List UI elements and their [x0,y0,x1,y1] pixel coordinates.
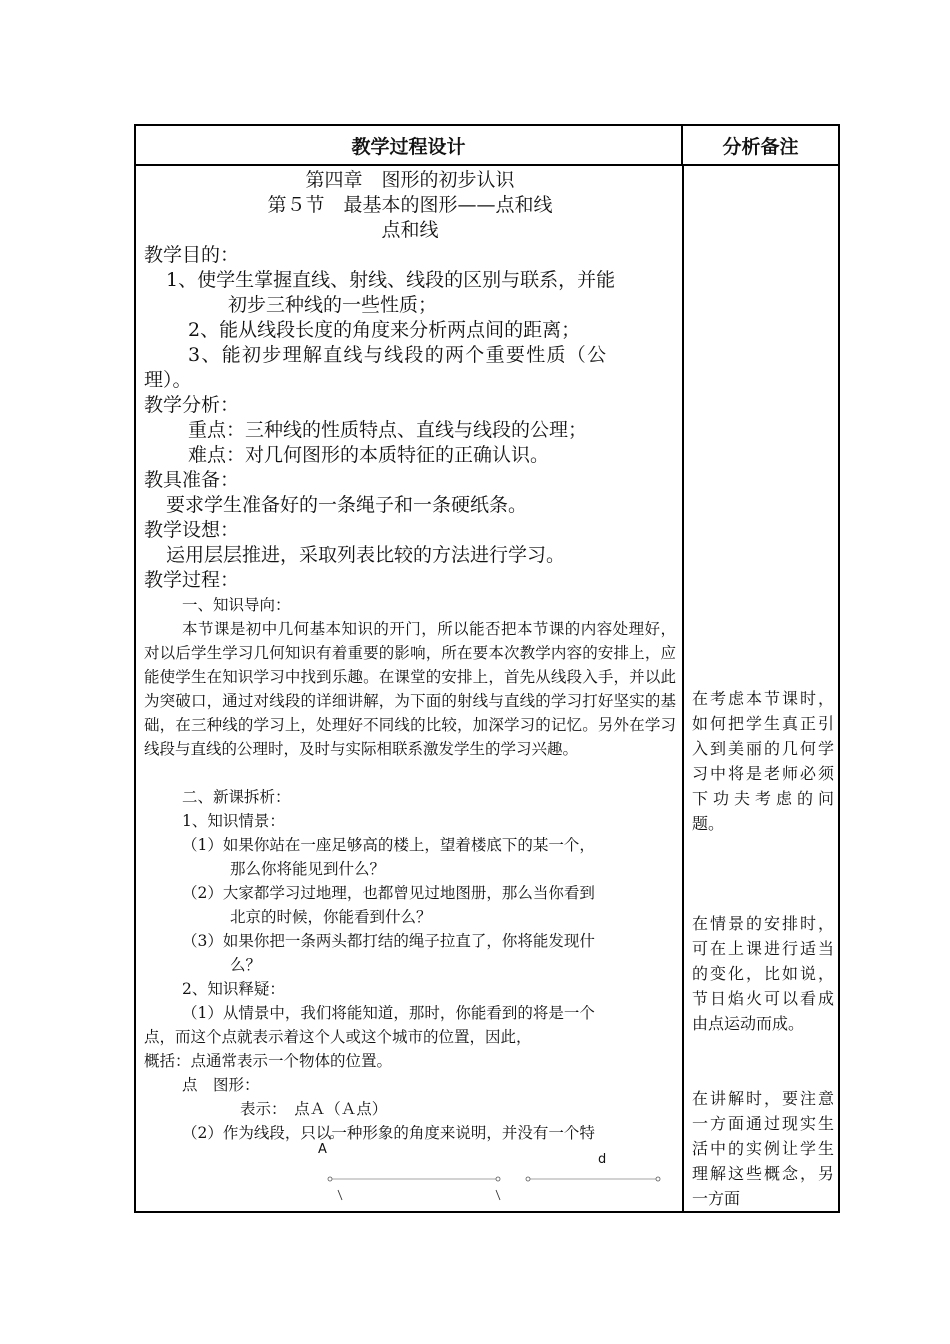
explain-1-summary: 概括：点通常表示一个物体的位置。 [144,1052,393,1070]
tools-text: 要求学生准备好的一条绳子和一条硬纸条。 [166,494,528,516]
header-analysis-notes: 分析备注 [683,126,838,166]
key-point: 重点：三种线的性质特点、直线与线段的公理； [188,419,588,441]
question-3: （3）如果你把一条两头都打结的绳子拉直了，你将能发现什 [182,932,595,950]
explain-1-cont: 点，而这个点就表示着这个人或这个城市的位置，因此， [144,1028,532,1046]
header-teaching-process: 教学过程设计 [136,126,683,166]
scene-heading: 1、知识情景： [182,812,285,830]
explain-heading: 2、知识释疑： [182,980,285,998]
column-divider [682,166,684,1211]
point-representation: 表示： 点Ａ（Ａ点） [240,1100,388,1118]
question-2-cont: 北京的时候，你能看到什么？ [230,908,432,926]
objective-1-cont: 初步三种线的一些性质； [228,294,438,316]
objective-3: 3、能初步理解直线与线段的两个重要性质（公 [188,344,608,366]
figure-label-d: d [598,1152,607,1167]
section-2-heading: 二、新课拆析： [182,788,291,806]
note-3: 在讲解时，要注意一方面通过现实生活中的实例让学生理解这些概念，另一方面 [692,1089,834,1208]
section-1-paragraph: 本节课是初中几何基本知识的开门，所以能否把本节课的内容处理好，对以后学生学习几何知识有着重要的影响，所在要本次教学内容的安排上，应能使学生在知识学习中找到乐趣。在课堂的安排上，首先从线段入手，并以此为突破口，通过对线段的详细讲解，为下面的射线与直线的学习打好坚实的基础，在三种线的学习上，处理好不同线的比较，加深学习的记忆。另外在学习线段与直线的公理时，及时与实际相联系激发学生的学习兴趣。 [144,620,676,758]
question-2: （2）大家都学习过地理，也都曾见过地图册，那么当你看到 [182,884,595,902]
segment-end-dot [496,1177,500,1181]
line-figure [316,1134,666,1204]
objective-2: 2、能从线段长度的角度来分析两点间的距离； [188,319,581,341]
tools-heading: 教具准备： [144,469,240,491]
tick-mark-left [338,1190,342,1200]
question-1-cont: 那么你将能见到什么？ [230,860,386,878]
design-heading: 教学设想： [144,519,240,541]
ray-end-dot [656,1177,660,1181]
difficult-point: 难点：对几何图形的本质特征的正确认识。 [188,444,550,466]
question-3-cont: 么？ [230,956,262,974]
point-shape-label: 点 图形： [182,1076,260,1094]
objective-3-cont: 理）。 [144,369,192,391]
process-heading: 教学过程： [144,569,240,591]
note-1: 在考虑本节课时，如何把学生真正引入到美丽的几何学习中将是老师必须下功夫考虑的问题。 [692,689,834,833]
explain-1: （1）从情景中，我们将能知道，那时，你能看到的将是一个 [182,1004,595,1022]
note-2: 在情景的安排时，可在上课进行适当的变化，比如说，节日焰火可以看成由点运动而成。 [692,914,834,1033]
main-column [144,166,676,1145]
figure-label-a: A [318,1142,327,1157]
objective-1: 1、使学生掌握直线、射线、线段的区别与联系，并能 [166,269,616,291]
topic-title: 点和线 [381,219,439,241]
lesson-table [134,124,840,1213]
explain-2: （2）作为线段，只以一种形象的角度来说明，并没有一个特 [182,1124,595,1142]
analysis-heading: 教学分析： [144,394,240,416]
tick-mark-right [496,1190,500,1200]
section-1-heading: 一、知识导向： [182,596,291,614]
design-text: 运用层层推进，采取列表比较的方法进行学习。 [166,544,566,566]
objectives-heading: 教学目的： [144,244,240,266]
segment-start-dot [328,1177,332,1181]
ray-start-dot [526,1177,530,1181]
question-1: （1）如果你站在一座足够高的楼上，望着楼底下的某一个， [182,836,595,854]
chapter-title: 第四章 图形的初步认识 [305,169,515,191]
point-a-dot [330,1135,333,1138]
section-title: 第５节 最基本的图形——点和线 [267,194,553,216]
